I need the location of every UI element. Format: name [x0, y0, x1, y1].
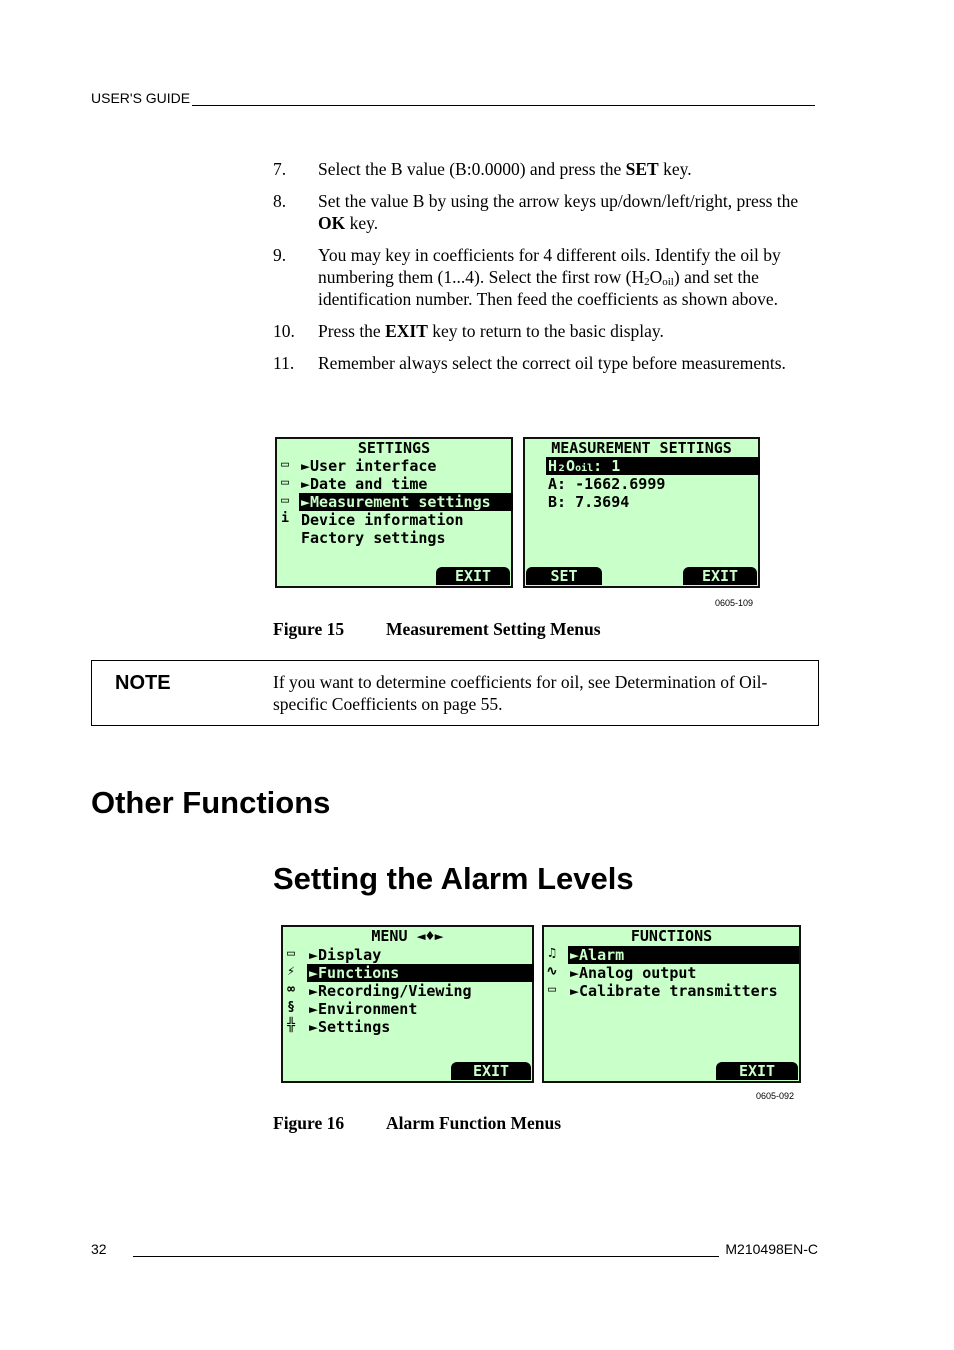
step-text-part: Press the [318, 321, 386, 341]
figure-number: Figure 15 [273, 619, 345, 639]
functions-item-analog-output[interactable]: ►Analog output [570, 964, 697, 982]
menu-item-settings[interactable]: ►Settings [309, 1018, 391, 1036]
step-text-part: 2 [644, 276, 650, 288]
step-number: 11. [273, 353, 295, 373]
functions-screen [542, 925, 801, 1083]
key-name: SET [625, 159, 659, 179]
footer-rule [133, 1244, 720, 1257]
step-text-part: key to return to the basic display. [427, 321, 664, 341]
step-text [318, 244, 823, 310]
figure-caption [273, 619, 601, 640]
analog-output-icon: ∿ [546, 964, 558, 979]
step-text-part: You may key in coefficients for 4 different oils. Identify the oil by numbering them (1...4). Select the first row (H [318, 245, 781, 287]
step-item [273, 244, 823, 310]
oil-id-value: : 1 [593, 457, 621, 475]
header-rule [192, 93, 815, 106]
functions-item-calibrate[interactable]: ►Calibrate transmitters [570, 982, 778, 1000]
step-text [318, 190, 823, 234]
menu-title: MENU ◄♦► [371, 927, 444, 945]
figure-id: 0605-092 [756, 1091, 795, 1101]
settings-screen [275, 437, 513, 588]
menu-item-display[interactable]: ►Display [309, 946, 382, 964]
measurement-title: MEASUREMENT SETTINGS [551, 439, 732, 457]
page-footer [91, 1241, 818, 1257]
section-heading: Other Functions [91, 785, 331, 820]
step-number: 9. [273, 245, 287, 265]
document-code: M210498EN-C [725, 1241, 818, 1257]
step-text-part: ) and set the identification number. Then feed the coefficients as shown above. [318, 267, 779, 309]
functions-item-alarm[interactable]: ►Alarm [568, 946, 799, 964]
figure-caption [273, 1113, 561, 1134]
alarm-icon: ♫ [548, 946, 556, 961]
folder-icon: ▭ [281, 493, 289, 508]
measurement-settings-screen [523, 437, 760, 588]
subsection-heading: Setting the Alarm Levels [273, 861, 634, 896]
settings-item-measurement[interactable]: ►Measurement settings [299, 493, 513, 511]
step-text-part: oil [662, 276, 674, 288]
display-icon: ▭ [287, 946, 295, 961]
exit-button[interactable]: EXIT [436, 567, 510, 585]
figure-number: Figure 16 [273, 1113, 345, 1133]
instruction-steps [273, 158, 823, 384]
header-title: USER'S GUIDE [91, 90, 191, 106]
exit-button[interactable]: EXIT [716, 1062, 798, 1080]
note-text: If you want to determine coefficients for oil, see Determination of Oil-specific Coefficients on page 55. [273, 672, 768, 714]
step-item [273, 190, 823, 234]
exit-button[interactable]: EXIT [451, 1062, 531, 1080]
main-menu-screen [281, 925, 534, 1083]
settings-item-device-info[interactable]: Device information [301, 511, 464, 529]
settings-item-factory[interactable]: Factory settings [301, 529, 446, 547]
coefficient-a-row[interactable]: A: -1662.6999 [548, 475, 666, 493]
step-text [318, 320, 823, 342]
step-text-part: Set the value B by using the arrow keys up/down/left/right, press the [318, 191, 799, 211]
info-icon: i [281, 511, 289, 526]
step-text-part: Select the B value (B:0.0000) and press the [318, 159, 626, 179]
key-name: EXIT [385, 321, 428, 341]
settings-icon: ╬ [287, 1018, 295, 1033]
exit-button[interactable]: EXIT [683, 567, 757, 585]
page-header [91, 90, 815, 106]
step-text-part: key. [345, 213, 379, 233]
step-number: 7. [273, 159, 287, 179]
functions-icon: ⚡ [287, 964, 295, 979]
settings-item-date-time[interactable]: ►Date and time [301, 475, 428, 493]
settings-title: SETTINGS [357, 439, 431, 457]
functions-title: FUNCTIONS [630, 927, 713, 945]
folder-icon: ▭ [548, 982, 556, 997]
oil-id-row[interactable] [546, 457, 760, 475]
step-text-part: key. [658, 159, 692, 179]
figure-id: 0605-109 [715, 598, 754, 608]
folder-icon: ▭ [281, 475, 289, 490]
step-text [318, 352, 823, 374]
step-number: 8. [273, 191, 287, 211]
page-number: 32 [91, 1241, 107, 1257]
step-item [273, 352, 823, 374]
menu-item-environment[interactable]: ►Environment [309, 1000, 418, 1018]
step-number: 10. [273, 321, 295, 341]
note-label: NOTE [115, 672, 171, 694]
step-text [318, 158, 823, 180]
key-name: OK [318, 213, 346, 233]
step-text-part: O [649, 267, 663, 287]
step-text-part: Remember always select the correct oil type before measurements. [318, 353, 786, 373]
menu-item-functions[interactable]: ►Functions [307, 964, 534, 982]
step-item [273, 158, 823, 180]
step-item [273, 320, 823, 342]
recording-icon: ∞ [287, 982, 295, 997]
set-button[interactable]: SET [526, 567, 602, 585]
coefficient-b-row[interactable]: B: 7.3694 [548, 493, 630, 511]
figure-title: Measurement Setting Menus [386, 619, 601, 639]
environment-icon: § [287, 1000, 295, 1015]
oil-id-subscript: oil [575, 463, 594, 474]
folder-icon: ▭ [281, 457, 289, 472]
figure-title: Alarm Function Menus [386, 1113, 561, 1133]
note-box [91, 660, 819, 726]
oil-id-label: H₂O [548, 457, 576, 475]
menu-item-recording[interactable]: ►Recording/Viewing [309, 982, 472, 1000]
settings-item-user-interface[interactable]: ►User interface [301, 457, 437, 475]
